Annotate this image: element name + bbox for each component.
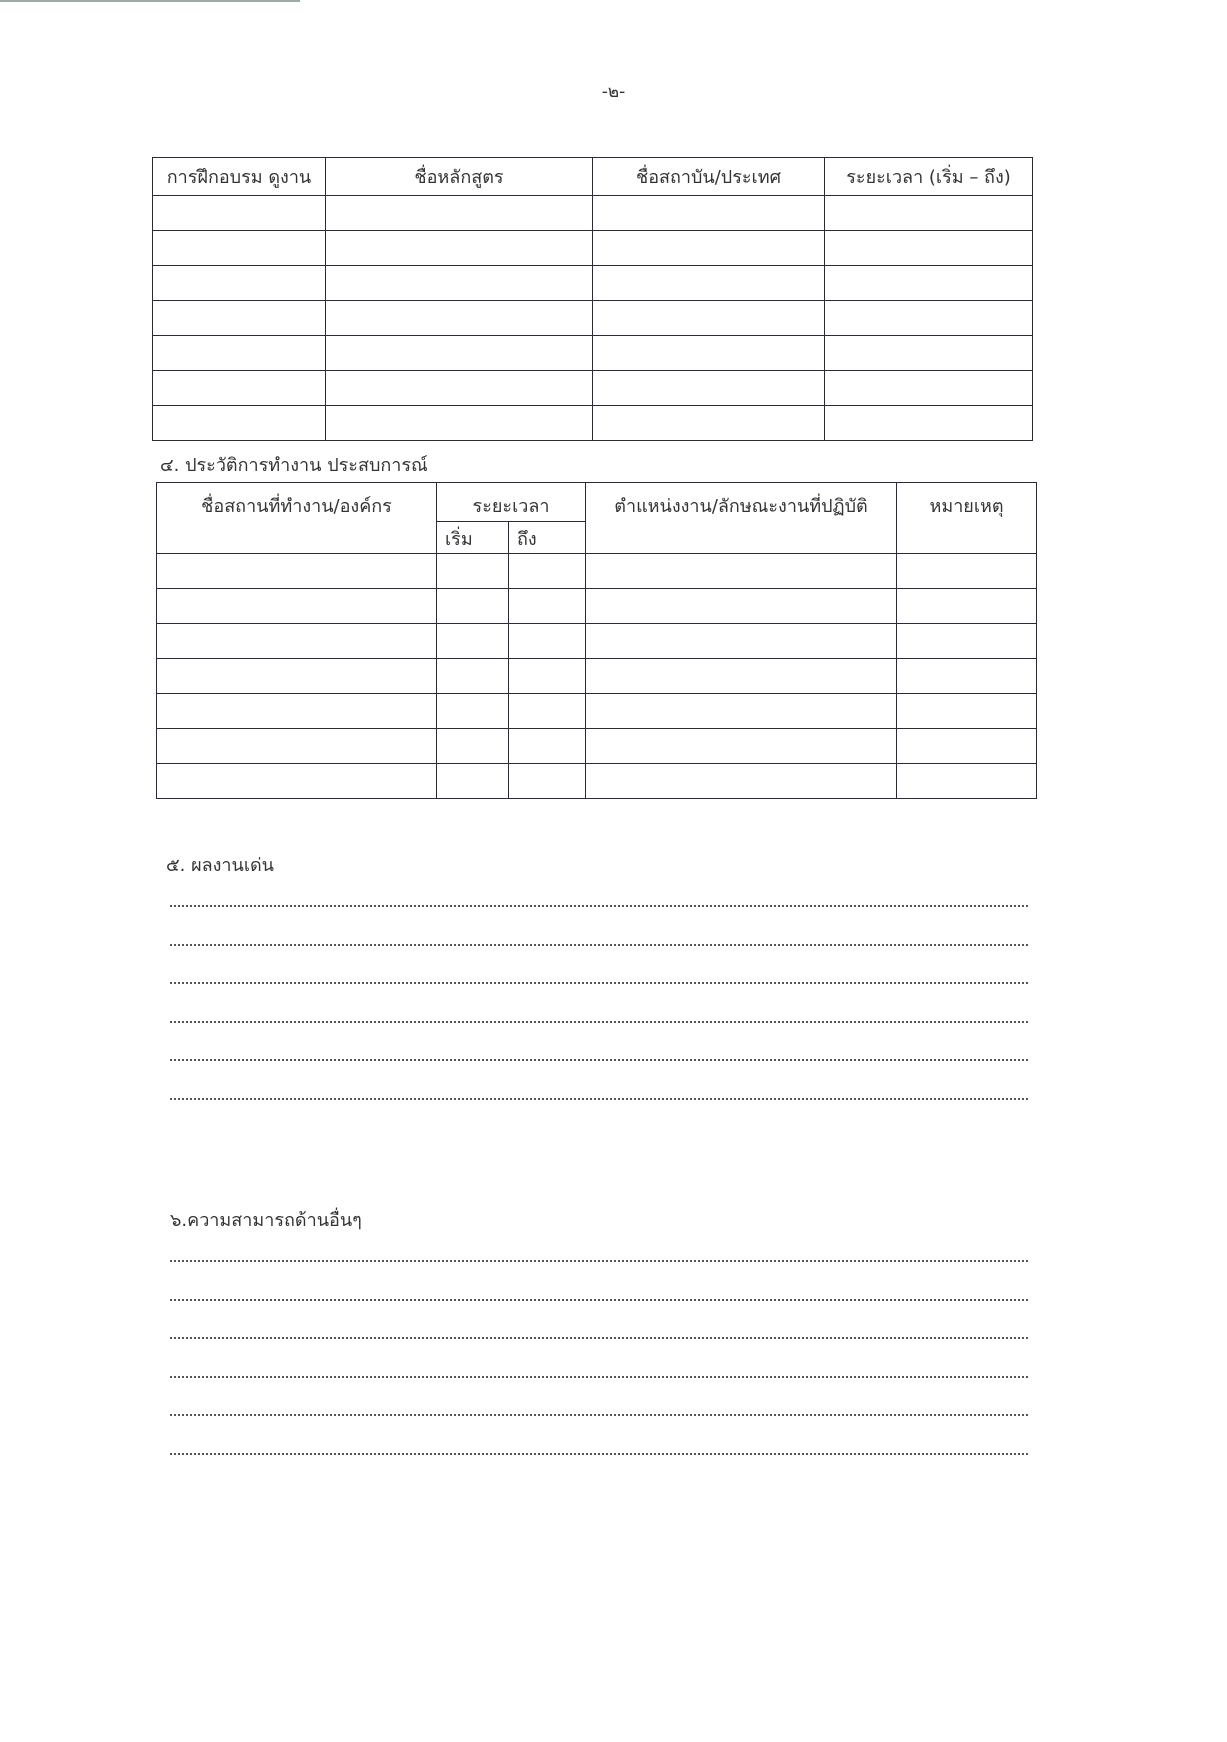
- table-cell[interactable]: [509, 659, 586, 694]
- scan-edge-line: [0, 0, 300, 2]
- table-cell[interactable]: [437, 764, 509, 799]
- table-cell[interactable]: [586, 589, 897, 624]
- table-cell[interactable]: [586, 694, 897, 729]
- table-cell[interactable]: [437, 624, 509, 659]
- dotted-answer-line[interactable]: [170, 1299, 1028, 1301]
- dotted-answer-line[interactable]: [170, 1414, 1028, 1416]
- table-cell[interactable]: [593, 196, 825, 231]
- table-cell[interactable]: [157, 589, 437, 624]
- table-row: [157, 694, 1037, 729]
- table-cell[interactable]: [825, 371, 1033, 406]
- table-cell[interactable]: [153, 336, 326, 371]
- table-cell[interactable]: [153, 196, 326, 231]
- table-row: [153, 196, 1033, 231]
- section4-title: ๔. ประวัติการทำงาน ประสบการณ์: [160, 455, 428, 476]
- training-table: [152, 157, 1033, 441]
- table-row: [157, 729, 1037, 764]
- table-row: [153, 231, 1033, 266]
- table-cell[interactable]: [437, 694, 509, 729]
- table-cell[interactable]: [593, 231, 825, 266]
- table-cell[interactable]: [586, 624, 897, 659]
- table-row: [153, 301, 1033, 336]
- work-history-table: [156, 482, 1037, 799]
- table-cell[interactable]: [586, 659, 897, 694]
- table-cell[interactable]: [153, 231, 326, 266]
- section5-title: ๕. ผลงานเด่น: [166, 855, 274, 876]
- header-position: ตำแหน่งงาน/ลักษณะงานที่ปฏิบัติ: [586, 483, 897, 554]
- table-row: [153, 406, 1033, 441]
- table-cell[interactable]: [437, 659, 509, 694]
- header-remark: หมายเหตุ: [897, 483, 1037, 554]
- table-cell[interactable]: [593, 301, 825, 336]
- table-cell[interactable]: [897, 729, 1037, 764]
- dotted-answer-line[interactable]: [170, 944, 1028, 946]
- table-row: [153, 371, 1033, 406]
- dotted-answer-line[interactable]: [170, 1337, 1028, 1339]
- dotted-answer-line[interactable]: [170, 905, 1028, 907]
- table-cell[interactable]: [157, 694, 437, 729]
- table-cell[interactable]: [509, 589, 586, 624]
- dotted-answer-line[interactable]: [170, 1260, 1028, 1262]
- table-header-row: [157, 483, 1037, 522]
- table-cell[interactable]: [825, 301, 1033, 336]
- dotted-answer-line[interactable]: [170, 982, 1028, 984]
- table-row: [153, 336, 1033, 371]
- table-row: [153, 266, 1033, 301]
- table-cell[interactable]: [593, 371, 825, 406]
- table-cell[interactable]: [157, 659, 437, 694]
- header-period: ระยะเวลา: [437, 483, 586, 522]
- table-cell[interactable]: [326, 196, 593, 231]
- table-cell[interactable]: [437, 554, 509, 589]
- table-cell[interactable]: [897, 764, 1037, 799]
- table-cell[interactable]: [586, 554, 897, 589]
- table-cell[interactable]: [509, 554, 586, 589]
- table-cell[interactable]: [157, 764, 437, 799]
- header-start: เริ่ม: [437, 522, 509, 554]
- dotted-answer-line[interactable]: [170, 1453, 1028, 1455]
- table-cell[interactable]: [897, 659, 1037, 694]
- table-cell[interactable]: [897, 694, 1037, 729]
- table-row: [157, 554, 1037, 589]
- page-number: -๒-: [601, 82, 626, 102]
- table-cell[interactable]: [593, 336, 825, 371]
- table-cell[interactable]: [326, 231, 593, 266]
- table-cell[interactable]: [825, 406, 1033, 441]
- table-cell[interactable]: [897, 624, 1037, 659]
- table-cell[interactable]: [825, 196, 1033, 231]
- table-cell[interactable]: [157, 729, 437, 764]
- table-cell[interactable]: [509, 624, 586, 659]
- table-cell[interactable]: [326, 301, 593, 336]
- table-row: [157, 624, 1037, 659]
- table-cell[interactable]: [825, 266, 1033, 301]
- table-cell[interactable]: [825, 336, 1033, 371]
- table-header-row: [153, 158, 1033, 196]
- table-cell[interactable]: [509, 694, 586, 729]
- table-cell[interactable]: [157, 554, 437, 589]
- table-cell[interactable]: [437, 729, 509, 764]
- table-cell[interactable]: [593, 266, 825, 301]
- table-cell[interactable]: [586, 729, 897, 764]
- table-cell[interactable]: [326, 266, 593, 301]
- table-cell[interactable]: [326, 406, 593, 441]
- table-row: [157, 764, 1037, 799]
- dotted-answer-line[interactable]: [170, 1376, 1028, 1378]
- section6-title: ๖.ความสามารถด้านอื่นๆ: [170, 1210, 362, 1231]
- table-cell[interactable]: [509, 729, 586, 764]
- dotted-answer-line[interactable]: [170, 1021, 1028, 1023]
- table-cell[interactable]: [157, 624, 437, 659]
- table-cell[interactable]: [593, 406, 825, 441]
- table-cell[interactable]: [586, 764, 897, 799]
- table-row: [157, 589, 1037, 624]
- header-course: ชื่อหลักสูตร: [326, 158, 593, 196]
- table-cell[interactable]: [153, 406, 326, 441]
- table-cell[interactable]: [825, 231, 1033, 266]
- table-cell[interactable]: [326, 371, 593, 406]
- table-cell[interactable]: [326, 336, 593, 371]
- table-cell[interactable]: [437, 589, 509, 624]
- table-cell[interactable]: [897, 554, 1037, 589]
- table-cell[interactable]: [153, 301, 326, 336]
- table-cell[interactable]: [153, 371, 326, 406]
- dotted-answer-line[interactable]: [170, 1098, 1028, 1100]
- header-workplace: ชื่อสถานที่ทำงาน/องค์กร: [157, 483, 437, 554]
- table-cell[interactable]: [153, 266, 326, 301]
- header-end: ถึง: [509, 522, 586, 554]
- header-period: ระยะเวลา (เริ่ม – ถึง): [825, 158, 1033, 196]
- header-training: การฝึกอบรม ดูงาน: [153, 158, 326, 196]
- dotted-answer-line[interactable]: [170, 1059, 1028, 1061]
- header-institution: ชื่อสถาบัน/ประเทศ: [593, 158, 825, 196]
- table-row: [157, 659, 1037, 694]
- table-cell[interactable]: [897, 589, 1037, 624]
- table-cell[interactable]: [509, 764, 586, 799]
